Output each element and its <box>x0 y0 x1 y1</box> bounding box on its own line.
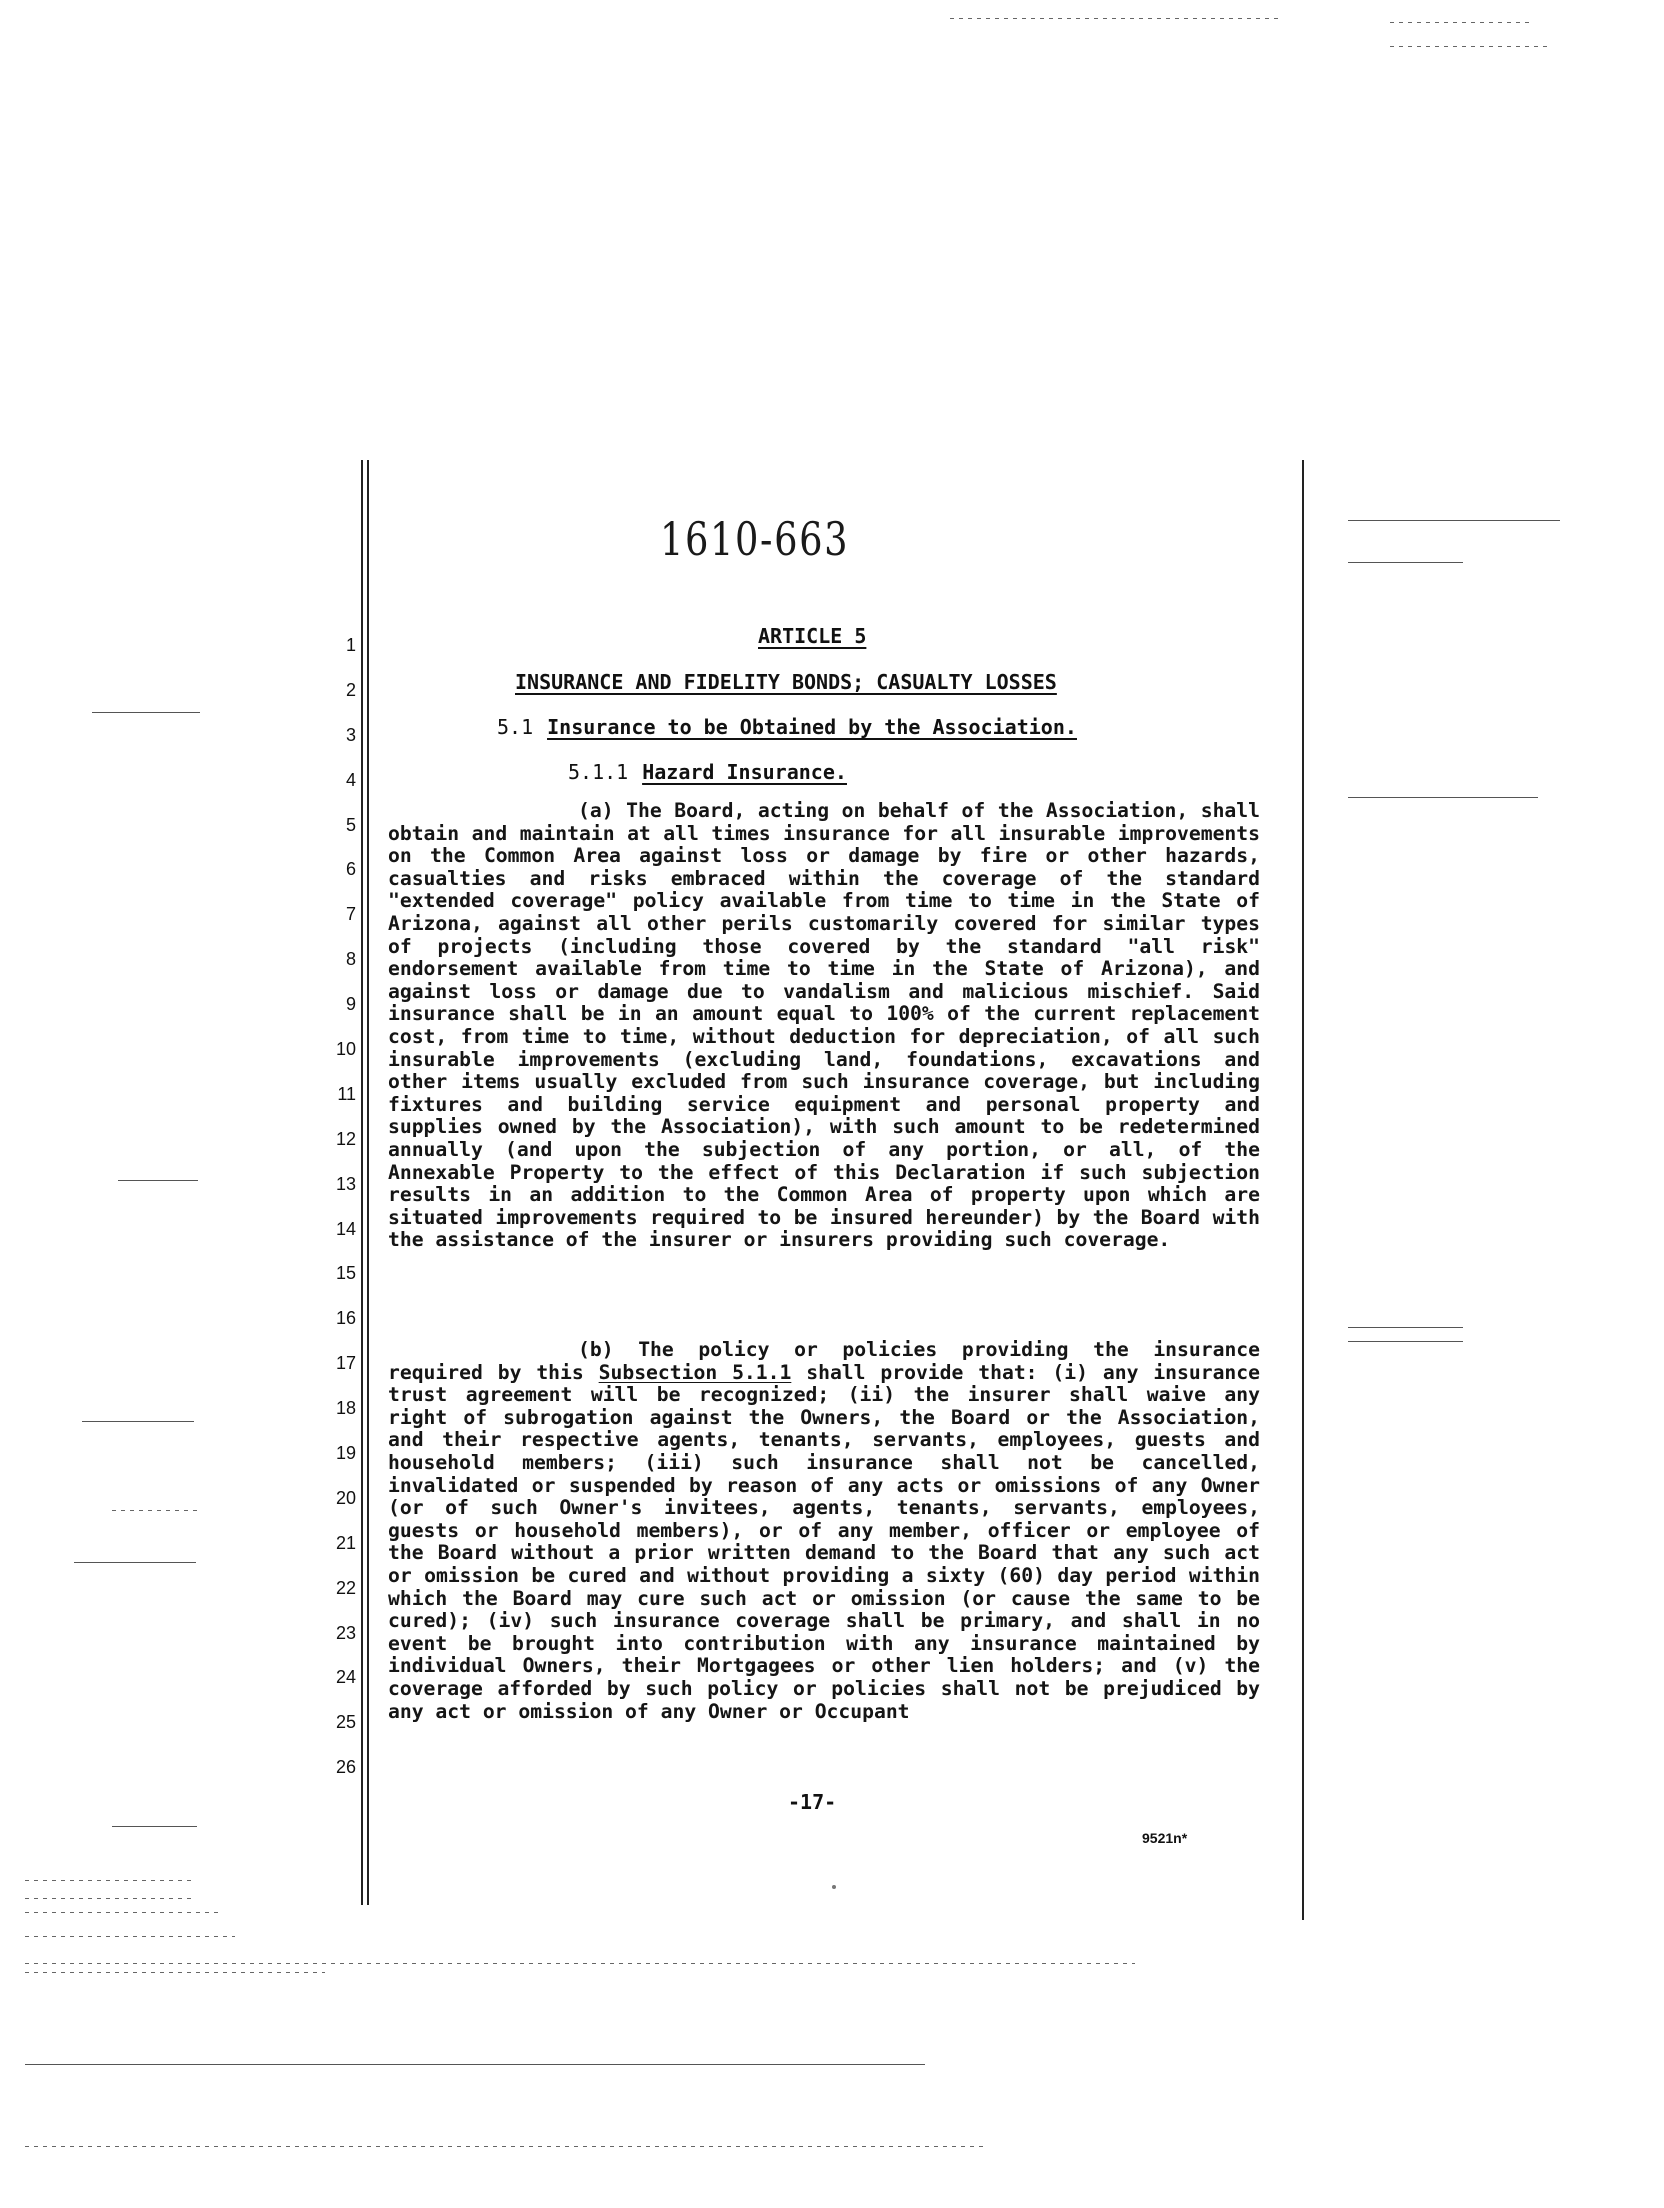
line-number: 11 <box>337 1083 356 1104</box>
line-number: 26 <box>335 1757 356 1778</box>
article-title: INSURANCE AND FIDELITY BONDS; CASUALTY LOSSES <box>515 670 1057 694</box>
scan-mark <box>112 1510 197 1511</box>
scan-mark <box>1390 46 1550 47</box>
scan-mark <box>25 1898 195 1899</box>
line-number: 13 <box>335 1173 356 1194</box>
scan-mark <box>74 1562 196 1563</box>
paragraph-a-text: The Board, acting on behalf of the Association, shall obtain and maintain at all times insurance for all insurable improvements on the Common Area against loss or damage by fire or other hazards, casualties and risks embraced within the coverage of the standard "extended coverage" policy available from time to time in the State of Arizona, against all other perils customarily covered for similar types of projects (including those covered by the standard "all risk" endorsement available from time to time in the State of Arizona), and against loss or damage due to vandalism and malicious mischief. Said insurance shall be in an amount equal to 100% of the current replacement cost, from time to time, without deduction for depreciation, of all such insurable improvements (excluding land, foundations, excavations and other items usually excluded from such insurance coverage, but including fixtures and building service equipment and personal property and supplies owned by the Association), with such amount to be redetermined annually (and upon the subjection of any portion, or all, of the Annexable Property to the effect of this Declaration if such subjection results in an addition to the Common Area of property upon which are situated improvements required to be insured hereunder) by the Board with the assistance of the insurer or insurers providing such coverage. <box>388 799 1260 1252</box>
line-number: 22 <box>335 1577 356 1598</box>
paragraph-a <box>388 800 1260 1252</box>
scan-mark <box>92 712 200 713</box>
line-number: 16 <box>335 1308 356 1329</box>
subsection-number: 5.1.1 <box>568 760 629 784</box>
scan-speck <box>832 1885 836 1889</box>
paragraph-b-text-1: The policy or policies providing the insurance required by this <box>388 1338 1261 1384</box>
scan-mark <box>118 1180 198 1181</box>
line-number: 5 <box>345 814 356 835</box>
article-heading: ARTICLE 5 <box>758 624 867 648</box>
line-number: 18 <box>335 1398 356 1419</box>
scan-mark <box>25 1912 220 1913</box>
scan-mark <box>25 1880 195 1881</box>
left-margin-rule-inner <box>367 460 369 1905</box>
line-number: 4 <box>345 769 356 790</box>
scan-mark <box>1390 22 1530 23</box>
line-number: 10 <box>335 1039 356 1060</box>
line-number: 3 <box>345 724 356 745</box>
line-number: 9 <box>345 994 356 1015</box>
scan-mark <box>112 1826 197 1827</box>
scan-mark <box>1348 1341 1463 1342</box>
scan-mark <box>25 1936 235 1937</box>
line-number: 25 <box>335 1712 356 1733</box>
page-number: -17- <box>788 1790 837 1814</box>
section-title: Insurance to be Obtained by the Association. <box>547 715 1077 739</box>
scan-mark <box>1348 520 1560 521</box>
paragraph-b <box>388 1339 1260 1723</box>
scan-mark <box>1348 1327 1463 1328</box>
line-number: 2 <box>345 679 356 700</box>
subsection-reference: Subsection 5.1.1 <box>598 1360 792 1384</box>
paragraph-b-label: (b) <box>578 1338 614 1361</box>
scan-mark <box>1348 797 1538 798</box>
scan-mark <box>25 1972 325 1973</box>
line-number: 15 <box>335 1263 356 1284</box>
line-number: 17 <box>335 1353 356 1374</box>
line-number: 14 <box>335 1218 356 1239</box>
scan-mark <box>82 1421 194 1422</box>
scan-mark <box>950 18 1280 19</box>
left-margin-rule <box>361 460 363 1905</box>
line-number: 6 <box>345 859 356 880</box>
line-number: 21 <box>335 1532 356 1553</box>
subsection-title: Hazard Insurance. <box>642 760 847 784</box>
scan-mark <box>25 2146 985 2147</box>
subsection-heading <box>568 760 847 784</box>
line-number: 19 <box>335 1443 356 1464</box>
line-numbers <box>320 636 356 1803</box>
scan-mark <box>1348 562 1463 563</box>
right-margin-rule <box>1302 460 1304 1920</box>
line-number: 20 <box>335 1487 356 1508</box>
line-number: 8 <box>345 949 356 970</box>
paragraph-a-label: (a) <box>578 799 614 822</box>
file-code: 9521n* <box>1142 1830 1188 1846</box>
section-heading <box>497 715 1077 739</box>
paragraph-b-text-2: shall provide that: (i) any insurance trust agreement will be recognized; (ii) the insurer shall waive any right of subrogation against the Owners, the Board or the Association, and their respective agents, tenants, servants, employees, guests and household members; (iii) such insurance shall not be cancelled, invalidated or suspended by reason of any acts or omissions of any Owner (or of such Owner's invitees, agents, tenants, servants, employees, guests or household members), or of any member, officer or employee of the Board without a prior written demand to the Board that any such act or omission be cured and without providing a sixty (60) day period within which the Board may cure such act or omission (or cause the same to be cured); (iv) such insurance coverage shall be primary, and shall in no event be brought into contribution with any insurance maintained by individual Owners, their Mortgagees or other lien holders; and (v) the coverage afforded by such policy or policies shall not be prejudiced by any act or omission of any Owner or Occupant <box>388 1360 1260 1723</box>
scan-mark <box>25 2064 925 2065</box>
section-number: 5.1 <box>497 715 534 739</box>
line-number: 1 <box>345 635 356 655</box>
line-number: 7 <box>345 904 356 925</box>
line-number: 12 <box>335 1128 356 1149</box>
line-number: 23 <box>335 1622 356 1643</box>
document-number: 1610-663 <box>660 512 850 566</box>
scan-mark <box>25 1963 1135 1964</box>
line-number: 24 <box>335 1667 356 1688</box>
